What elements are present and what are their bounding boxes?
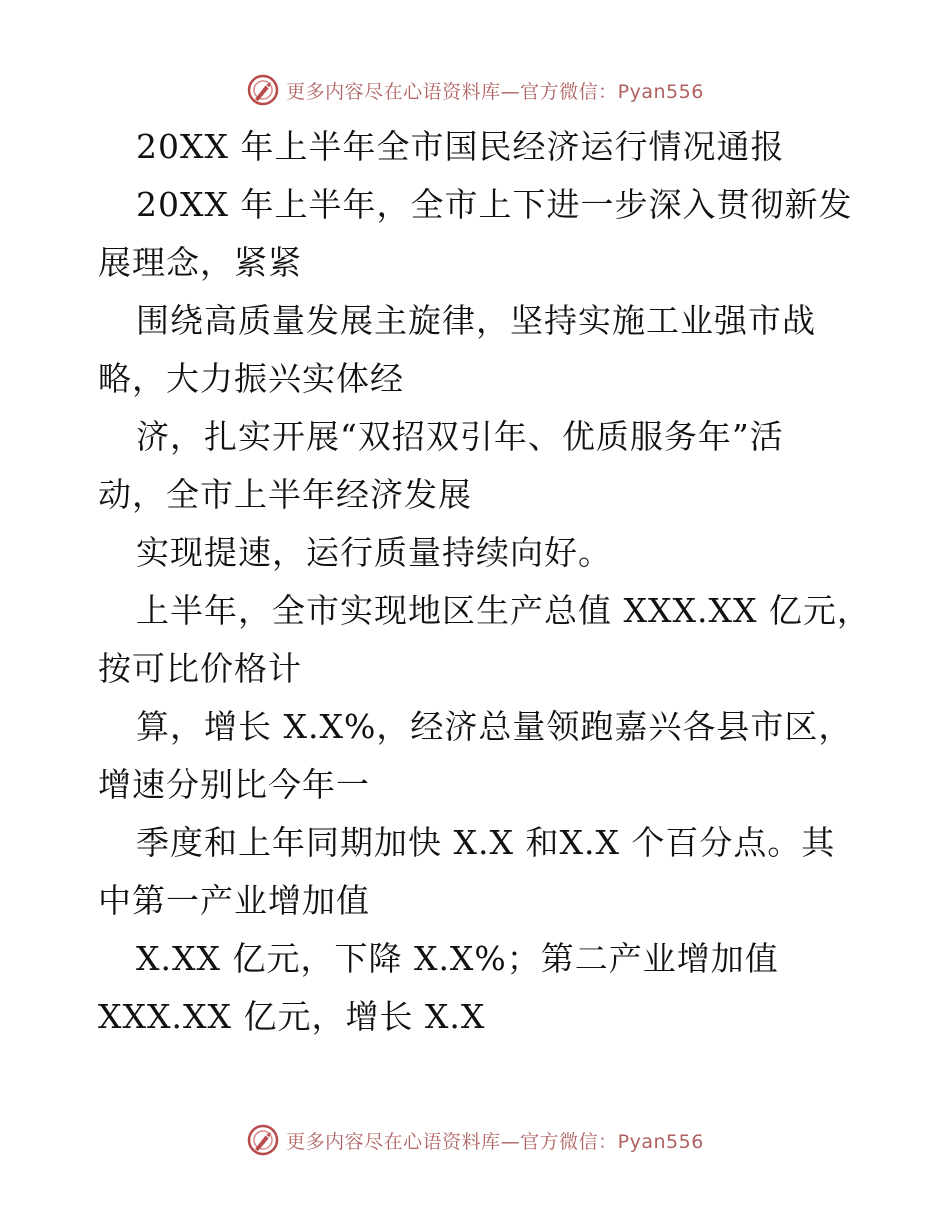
paragraph-line: 略，大力振兴实体经	[98, 359, 404, 398]
document-body	[98, 118, 871, 1046]
paragraph-line: 按可比价格计	[98, 649, 302, 688]
paragraph-line: 季度和上年同期加快 X.X 和X.X 个百分点。其	[136, 823, 836, 862]
paragraph-line: 围绕高质量发展主旋律，坚持实施工业强市战	[136, 301, 816, 340]
header-banner	[0, 70, 950, 110]
footer-banner	[0, 1120, 950, 1160]
header-banner-text: 更多内容尽在心语资料库—官方微信：Pyan556	[286, 80, 704, 103]
paragraph-line: 算，增长 X.X%，经济总量领跑嘉兴各县市区，	[136, 707, 853, 746]
paragraph-line: X.XX 亿元，下降 X.X%；第二产业增加值	[136, 939, 779, 978]
footer-banner-text: 更多内容尽在心语资料库—官方微信：Pyan556	[286, 1130, 704, 1153]
paragraph-line: 20XX 年上半年，全市上下进一步深入贯彻新发	[136, 185, 853, 224]
paragraph-line: 增速分别比今年一	[98, 765, 370, 804]
pen-nib-logo-icon	[246, 1123, 280, 1157]
paragraph-line: 展理念，紧紧	[98, 243, 302, 282]
paragraph-line: 实现提速，运行质量持续向好。	[136, 533, 612, 572]
paragraph-line: 动，全市上半年经济发展	[98, 475, 472, 514]
paragraph-line: 中第一产业增加值	[98, 881, 370, 920]
paragraph-line: 济，扎实开展“双招双引年、优质服务年”活	[136, 417, 784, 456]
document-title: 20XX 年上半年全市国民经济运行情况通报	[136, 127, 785, 166]
paragraph-line: XXX.XX 亿元，增长 X.X	[98, 997, 486, 1036]
pen-nib-logo-icon	[246, 73, 280, 107]
paragraph-line: 上半年，全市实现地区生产总值 XXX.XX 亿元，	[136, 591, 871, 630]
